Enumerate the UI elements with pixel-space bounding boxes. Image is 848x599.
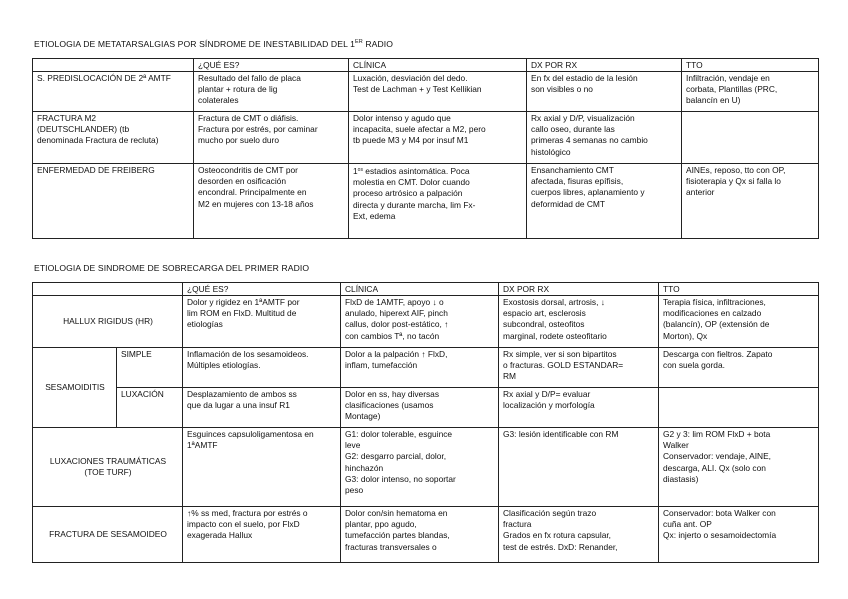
row-name-luxaciones: LUXACIONES TRAUMÁTICAS (TOE TURF) — [33, 428, 183, 507]
row-name-fractura: FRACTURA DE SESAMOIDEO — [33, 507, 183, 563]
row-subtype-simple: SIMPLE — [117, 348, 183, 388]
row-dx: Rx simple, ver si son bipartitos o fracturas. GOLD ESTANDAR= RM — [499, 348, 659, 388]
table-row — [33, 112, 819, 164]
table-row — [33, 164, 819, 239]
row-tto: Terapia física, infiltraciones, modificaciones en calzado (balancín), OP (extensión de Morton), Qx — [659, 296, 819, 348]
table2-header-tto: TTO — [659, 283, 819, 296]
row-subtype-luxacion: LUXACIÓN — [117, 388, 183, 428]
row-dx: En fx del estadio de la lesión son visibles o no — [527, 72, 682, 112]
table2-header-row — [33, 283, 819, 296]
row-que: ↑% ss med, fractura por estrés o impacto con el suelo, por FlxD exagerada Hallux — [183, 507, 341, 563]
row-que: Esguinces capsuloligamentosa en 1ªAMTF — [183, 428, 341, 507]
row-clinica: Dolor intenso y agudo que incapacita, suele afectar a M2, pero tb puede M3 y M4 por insuf M1 — [349, 112, 527, 164]
row-que: Osteocondritis de CMT por desorden en osificación encondral. Principalmente en M2 en mujeres con 13-18 años — [194, 164, 349, 239]
table2-header-clinica: CLÍNICA — [341, 283, 499, 296]
row-que: Resultado del fallo de placa plantar + rotura de lig colaterales — [194, 72, 349, 112]
row-tto: Conservador: bota Walker con cuña ant. OP Qx: injerto o sesamoidectomía — [659, 507, 819, 563]
row-que: Inflamación de los sesamoideos. Múltiples etiologías. — [183, 348, 341, 388]
row-name: ENFERMEDAD DE FREIBERG — [33, 164, 194, 239]
row-clinica: Luxación, desviación del dedo. Test de Lachman + y Test Kellikian — [349, 72, 527, 112]
row-tto: AINEs, reposo, tto con OP, fisioterapia y Qx si falla lo anterior — [682, 164, 819, 239]
table2-title: ETIOLOGIA DE SINDROME DE SOBRECARGA DEL PRIMER RADIO — [34, 263, 310, 273]
row-dx: Rx axial y D/P= evaluar localización y morfología — [499, 388, 659, 428]
table-row — [33, 72, 819, 112]
row-tto — [682, 112, 819, 164]
row-name: S. PREDISLOCACIÓN DE 2ª AMTF — [33, 72, 194, 112]
table1-header-clinica: CLÍNICA — [349, 59, 527, 72]
table1-header-tto: TTO — [682, 59, 819, 72]
table2-header-que: ¿QUÉ ES? — [183, 283, 341, 296]
row-name-sesamoiditis: SESAMOIDITIS — [33, 348, 117, 428]
row-dx: G3: lesión identificable con RM — [499, 428, 659, 507]
table1-title: ETIOLOGIA DE METATARSALGIAS POR SÍNDROME DE INESTABILIDAD DEL 1ER RADIO — [34, 39, 394, 49]
table1 — [32, 58, 819, 239]
table-row — [33, 348, 819, 388]
table2-header-dx: DX POR RX — [499, 283, 659, 296]
row-clinica: Dolor a la palpación ↑ FlxD, inflam, tumefacción — [341, 348, 499, 388]
row-clinica: Dolor con/sin hematoma en plantar, ppo agudo, tumefacción partes blandas, fracturas transversales o — [341, 507, 499, 563]
row-que: Desplazamiento de ambos ss que da lugar a una insuf R1 — [183, 388, 341, 428]
row-tto: G2 y 3: lim ROM FlxD + bota Walker Conservador: vendaje, AINE, descarga, ALI. Qx (solo con diastasis) — [659, 428, 819, 507]
row-que: Fractura de CMT o diáfisis. Fractura por estrés, por caminar mucho por suelo duro — [194, 112, 349, 164]
table-row — [33, 296, 819, 348]
table1-header-que: ¿QUÉ ES? — [194, 59, 349, 72]
row-dx: Clasificación según trazo fractura Grados en fx rotura capsular, test de estrés. DxD: Renander, — [499, 507, 659, 563]
table2-header-empty — [33, 283, 183, 296]
row-clinica: $1^{os}$ estadios asintomática. Poca molestia en CMT. Dolor cuando proceso artrósico a palpación directa y durante marcha, lim Fx- Ext, edema — [349, 164, 527, 239]
table-row — [33, 388, 819, 428]
row-clinica: Dolor en ss, hay diversas clasificaciones (usamos Montage) — [341, 388, 499, 428]
row-name-hallux: HALLUX RIGIDUS (HR) — [33, 296, 183, 348]
table2 — [32, 282, 819, 563]
table-row — [33, 428, 819, 507]
row-dx: Ensanchamiento CMT afectada, fisuras epífisis, cuerpos libres, aplanamiento y deformidad de CMT — [527, 164, 682, 239]
row-tto: Descarga con fieltros. Zapato con suela gorda. — [659, 348, 819, 388]
table-row — [33, 507, 819, 563]
table1-header-dx: DX POR RX — [527, 59, 682, 72]
row-que: Dolor y rigidez en 1ªAMTF por lim ROM en FlxD. Multitud de etiologías — [183, 296, 341, 348]
row-dx: Rx axial y D/P, visualización callo oseo, durante las primeras 4 semanas no cambio histológico — [527, 112, 682, 164]
row-tto: Infiltración, vendaje en corbata, Plantillas (PRC, balancín en U) — [682, 72, 819, 112]
row-tto — [659, 388, 819, 428]
row-dx: Exostosis dorsal, artrosis, ↓ espacio art, esclerosis subcondral, osteofitos marginal, rodete osteofitario — [499, 296, 659, 348]
table1-header-empty — [33, 59, 194, 72]
table1-header-row — [33, 59, 819, 72]
row-name: FRACTURA M2 (DEUTSCHLANDER) (tb denominada Fractura de recluta) — [33, 112, 194, 164]
row-clinica: FlxD de 1AMTF, apoyo ↓ o anulado, hiperext AIF, pinch callus, dolor post-estático, ↑ con cambios Tª, no tacón — [341, 296, 499, 348]
row-clinica: G1: dolor tolerable, esguince leve G2: desgarro parcial, dolor, hinchazón G3: dolor intenso, no soportar peso — [341, 428, 499, 507]
